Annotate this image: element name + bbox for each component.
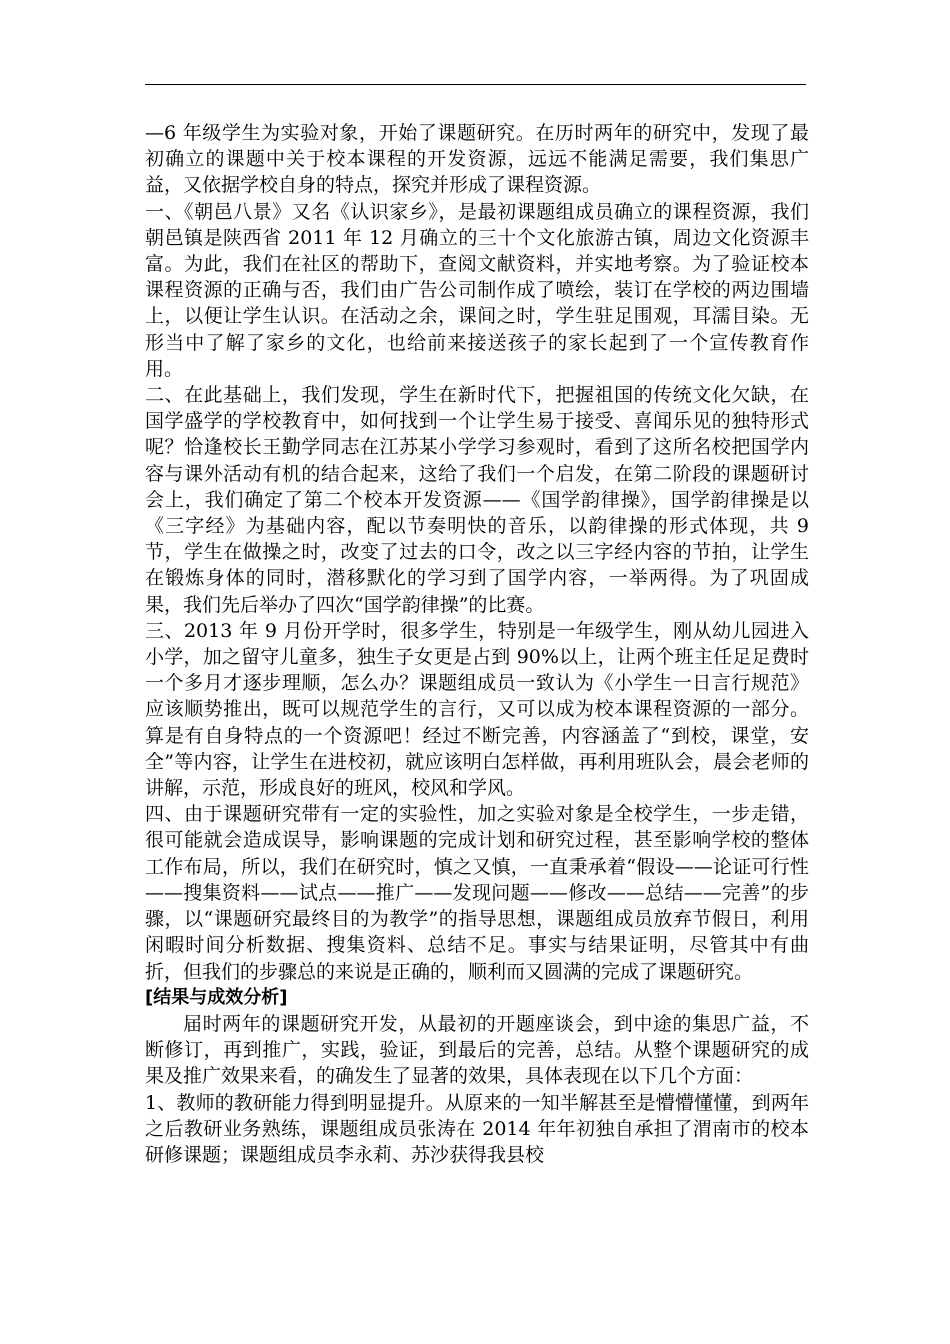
document-body	[145, 120, 809, 1168]
header-rule	[145, 84, 806, 85]
paragraph-point-2: 二、在此基础上，我们发现，学生在新时代下，把握祖国的传统文化欠缺，在国学盛学的学校教育中，如何找到一个让学生易于接受、喜闻乐见的独特形式呢？恰逢校长王勤学同志在江苏某小学学习参观时，看到了这所名校把国学内容与课外活动有机的结合起来，这给了我们一个启发，在第二阶段的课题研讨会上，我们确定了第二个校本开发资源——《国学韵律操》，国学韵律操是以《三字经》为基础内容，配以节奏明快的音乐，以韵律操的形式体现，共 9 节，学生在做操之时，改变了过去的口令，改之以三字经内容的节拍，让学生在锻炼身体的同时，潜移默化的学习到了国学内容，一举两得。为了巩固成果，我们先后举办了四次“国学韵律操”的比赛。	[145, 384, 809, 616]
paragraph-point-4: 四、由于课题研究带有一定的实验性，加之实验对象是全校学生，一步走错，很可能就会造成误导，影响课题的完成计划和研究过程，甚至影响学校的整体工作布局，所以，我们在研究时，慎之又慎，一直秉承着“假设——论证可行性——搜集资料——试点——推广——发现问题——修改——总结——完善”的步骤，以“课题研究最终目的为教学”的指导思想，课题组成员放弃节假日，利用闲暇时间分析数据、搜集资料、总结不足。事实与结果证明，尽管其中有曲折，但我们的步骤总的来说是正确的，顺利而又圆满的完成了课题研究。	[145, 803, 809, 983]
paragraph-point-1: 一、《朝邑八景》又名《认识家乡》，是最初课题组成员确立的课程资源，我们朝邑镇是陕西省 2011 年 12 月确立的三十个文化旅游古镇，周边文化资源丰富。为此，我们在社区的帮助下，查阅文献资料，并实地考察。为了验证校本课程资源的正确与否，我们由广告公司制作成了喷绘，装订在学校的两边围墙上，以便让学生认识。在活动之余，课间之时，学生驻足围观，耳濡目染。无形当中了解了家乡的文化，也给前来接送孩子的家长起到了一个宣传教育作用。	[145, 200, 809, 380]
paragraph-intro: —6 年级学生为实验对象，开始了课题研究。在历时两年的研究中，发现了最初确立的课题中关于校本课程的开发资源，远远不能满足需要，我们集思广益，又依据学校自身的特点，探究并形成了课程资源。	[145, 122, 809, 197]
section-heading-results: [结果与成效分析]	[145, 986, 288, 1008]
paragraph-results-1: 1、教师的教研能力得到明显提升。从原来的一知半解甚至是懵懵懂懂，到两年之后教研业务熟练，课题组成员张涛在 2014 年年初独自承担了渭南市的校本研修课题；课题组成员李永莉、苏沙获得我县校	[145, 1091, 809, 1166]
paragraph-results-intro: 届时两年的课题研究开发，从最初的开题座谈会，到中途的集思广益，不断修订，再到推广，实践，验证，到最后的完善，总结。从整个课题研究的成果及推广效果来看，的确发生了显著的效果，具体表现在以下几个方面：	[145, 1012, 809, 1088]
paragraph-point-3: 三、2013 年 9 月份开学时，很多学生，特别是一年级学生，刚从幼儿园进入小学，加之留守儿童多，独生子女更是占到 90%以上，让两个班主任足足费时一个多月才逐步理顺，怎么办？课题组成员一致认为《小学生一日言行规范》应该顺势推出，既可以规范学生的言行，又可以成为校本课程资源的一部分。算是有自身特点的一个资源吧！经过不断完善，内容涵盖了“到校，课堂，安全”等内容，让学生在进校初，就应该明白怎样做，再利用班队会，晨会老师的讲解，示范，形成良好的班风，校风和学风。	[145, 619, 809, 800]
